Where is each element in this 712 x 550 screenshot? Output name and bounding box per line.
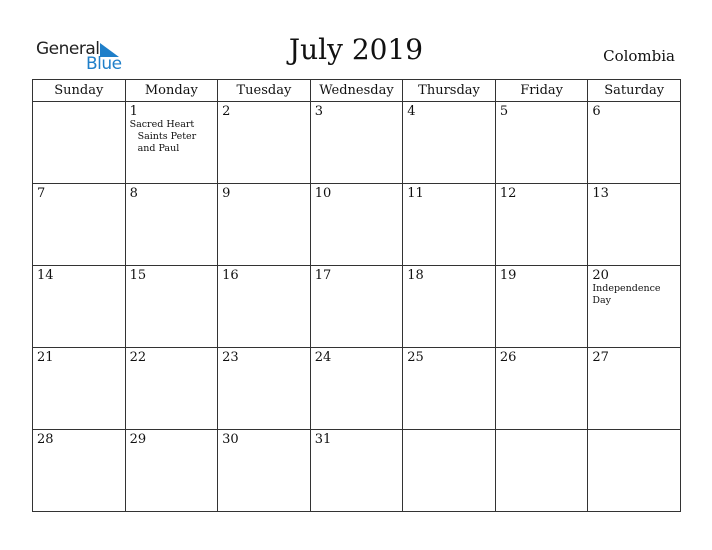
day-cell (588, 430, 681, 512)
holiday-label: Independence Day (592, 283, 661, 306)
day-cell (125, 102, 218, 184)
weekday-monday: Monday (125, 80, 218, 102)
day-cell (588, 348, 681, 430)
day-number: 26 (499, 350, 517, 365)
day-number: 13 (592, 186, 609, 201)
day-cell (33, 266, 126, 348)
holiday-label: Sacred Heart (129, 119, 195, 130)
day-cell (588, 266, 681, 348)
calendar-grid (32, 79, 681, 512)
day-number: 16 (222, 268, 239, 283)
day-cell (588, 102, 681, 184)
day-number: 30 (222, 432, 239, 447)
page-title: July 2019 (288, 33, 424, 66)
holiday-label: Saints Peter and Paul (137, 131, 197, 154)
day-cell (218, 430, 311, 512)
weekday-header-row (33, 80, 681, 102)
week-row (33, 430, 681, 512)
day-cell (218, 348, 311, 430)
day-cell (310, 430, 403, 512)
day-cell (310, 266, 403, 348)
day-cell (310, 348, 403, 430)
day-cell (125, 184, 218, 266)
day-cell (218, 184, 311, 266)
day-number: 20 (592, 268, 609, 283)
day-cell (33, 102, 126, 184)
day-cell (495, 102, 588, 184)
day-number: 29 (129, 432, 147, 447)
day-cell (495, 430, 588, 512)
day-cell (33, 348, 126, 430)
country-label: Colombia (603, 47, 675, 65)
day-number: 18 (407, 268, 424, 283)
day-number: 11 (407, 186, 424, 201)
day-cell (33, 184, 126, 266)
day-number: 19 (499, 268, 517, 283)
day-cell (125, 266, 218, 348)
day-cell (125, 348, 218, 430)
week-row (33, 348, 681, 430)
day-number: 1 (129, 104, 138, 119)
day-number: 7 (37, 186, 46, 201)
day-cell (495, 266, 588, 348)
day-number: 9 (222, 186, 231, 201)
day-number: 31 (314, 432, 332, 447)
day-number: 2 (222, 104, 231, 119)
day-cell (403, 430, 496, 512)
week-row (33, 102, 681, 184)
week-row (33, 266, 681, 348)
day-cell (218, 102, 311, 184)
logo-text-blue: Blue (86, 54, 122, 74)
day-cell (403, 348, 496, 430)
day-cell (310, 102, 403, 184)
day-number: 8 (129, 186, 138, 201)
logo-text-general: General (36, 39, 100, 59)
day-cell (403, 102, 496, 184)
day-number: 10 (314, 186, 332, 201)
day-number: 21 (37, 350, 54, 365)
day-cell (310, 184, 403, 266)
day-cell (588, 184, 681, 266)
weekday-sunday: Sunday (33, 80, 126, 102)
day-number: 14 (37, 268, 54, 283)
day-number: 24 (314, 350, 332, 365)
weekday-friday: Friday (495, 80, 588, 102)
day-number: 17 (314, 268, 332, 283)
day-number: 5 (499, 104, 509, 119)
day-cell (33, 430, 126, 512)
weekday-tuesday: Tuesday (218, 80, 311, 102)
day-number: 12 (499, 186, 517, 201)
day-number: 4 (407, 104, 416, 119)
day-number: 3 (314, 104, 323, 119)
day-cell (403, 184, 496, 266)
day-number: 28 (37, 432, 54, 447)
day-number: 15 (129, 268, 147, 283)
day-cell (403, 266, 496, 348)
day-cell (218, 266, 311, 348)
week-row (33, 184, 681, 266)
day-number: 25 (407, 350, 424, 365)
day-cell (125, 430, 218, 512)
weekday-thursday: Thursday (403, 80, 496, 102)
day-number: 23 (222, 350, 239, 365)
day-number: 6 (592, 104, 601, 119)
day-cell (495, 348, 588, 430)
day-cell (495, 184, 588, 266)
day-number: 27 (592, 350, 609, 365)
weekday-wednesday: Wednesday (310, 80, 403, 102)
weekday-saturday: Saturday (588, 80, 681, 102)
day-number: 22 (129, 350, 147, 365)
